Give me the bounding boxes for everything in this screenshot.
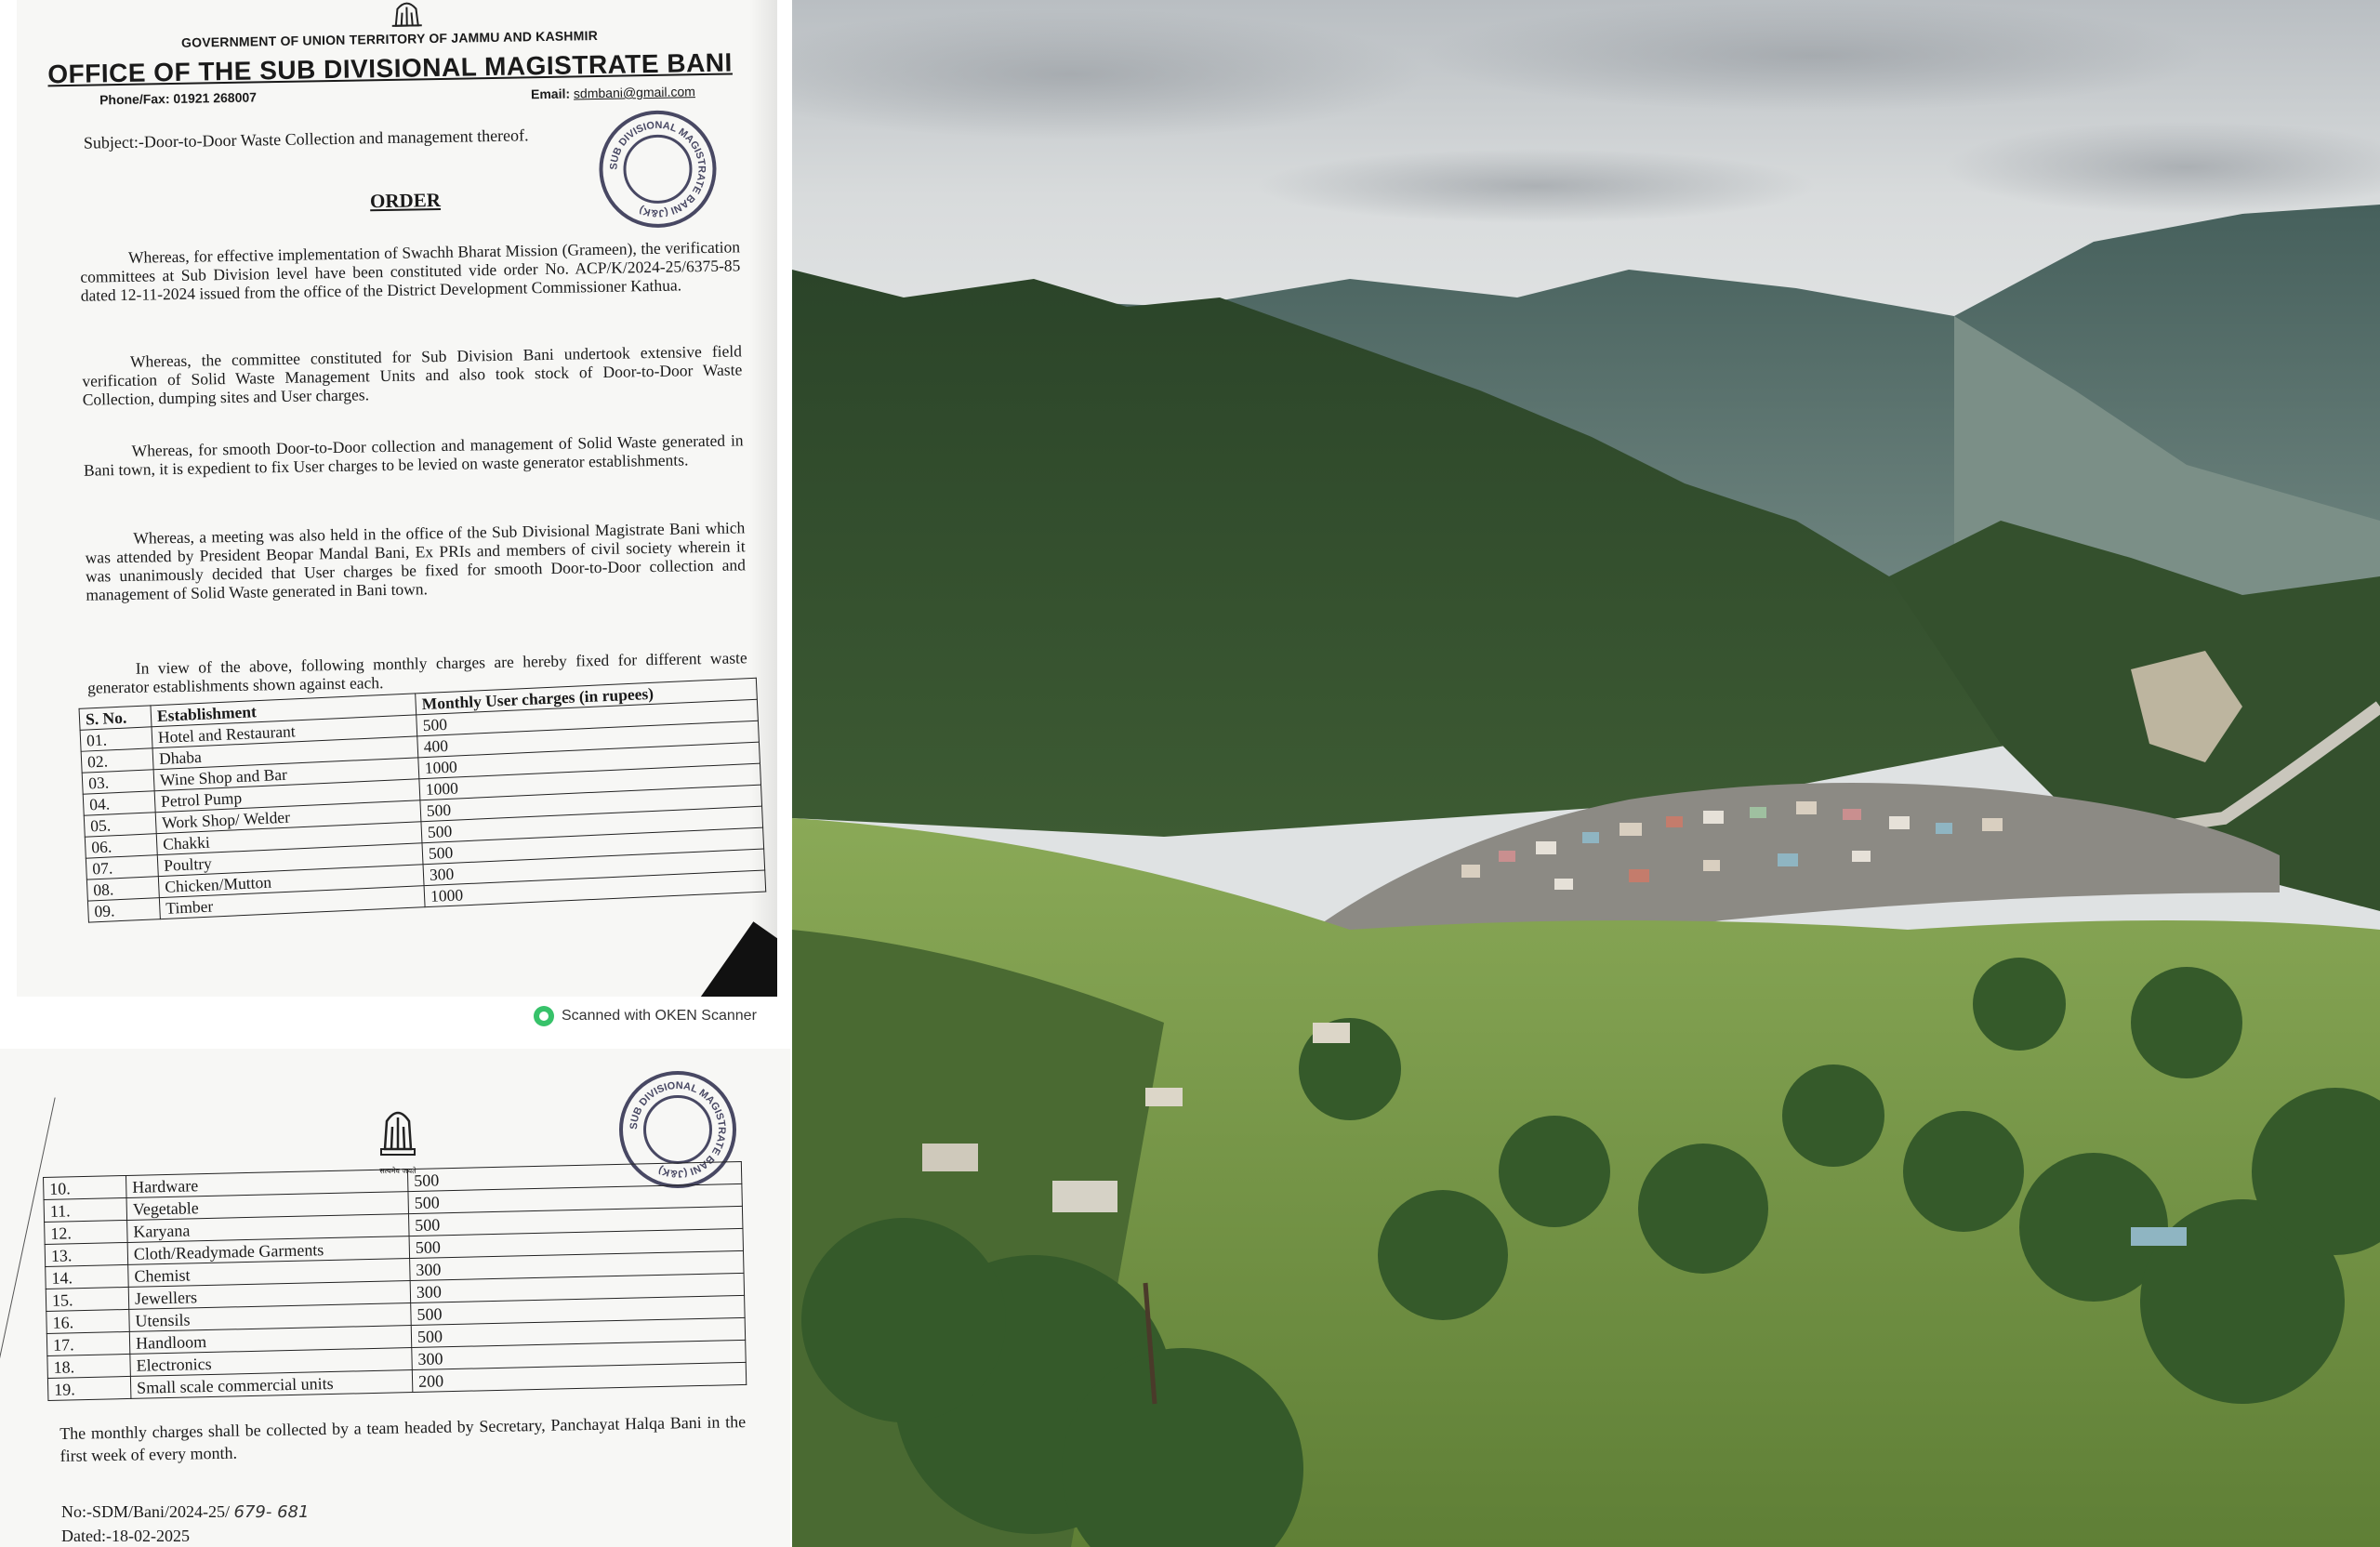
valley-landscape-image xyxy=(792,0,2380,1547)
row-charge: 500 xyxy=(422,827,764,865)
paragraph-1: Whereas, for effective implementation of Swachh Bharat Mission (Grameen), the verification committees at Sub Division level have been constituted vide order No. ACP/K/2024-25/6375-85 dated 12-11-2024 issued from the office of the District Development Commissioner Kathua. xyxy=(80,236,741,305)
row-sno: 04. xyxy=(83,791,155,815)
row-charge: 1000 xyxy=(419,763,761,800)
row-charge: 500 xyxy=(420,785,762,822)
stamp-text: SUB DIVISIONAL MAGISTRATE BANI (J&K) xyxy=(628,1079,728,1180)
emblem-caption: सत्यमेव जयते xyxy=(379,1167,416,1175)
row-sno: 08. xyxy=(86,877,159,901)
order-heading: ORDER xyxy=(369,188,442,213)
row-sno: 18. xyxy=(47,1354,131,1378)
row-charge: 400 xyxy=(417,721,760,758)
row-sno: 05. xyxy=(84,813,156,837)
charges-table-page-1 xyxy=(79,678,767,923)
stamp-text: SUB DIVISIONAL MAGISTRATE BANI (J&K) xyxy=(608,119,707,219)
document-page-1-content xyxy=(17,0,777,997)
header-establishment: Establishment xyxy=(151,694,416,727)
row-charge: 500 xyxy=(411,1317,745,1347)
cloud xyxy=(1424,0,2205,112)
row-sno: 13. xyxy=(45,1242,128,1266)
row-charge: 500 xyxy=(408,1206,742,1236)
scanner-watermark xyxy=(534,1006,757,1026)
header-charges: Monthly User charges (in rupees) xyxy=(416,678,758,715)
reference-handwritten: 679- 681 xyxy=(233,1502,310,1522)
state-emblem-top xyxy=(386,0,428,28)
document-page-2 xyxy=(0,1049,790,1547)
row-establishment: Wine Shop and Bar xyxy=(153,758,419,791)
emblem-icon xyxy=(386,0,428,28)
header-sno: S. No. xyxy=(79,706,152,730)
reference-prefix: No:-SDM/Bani/2024-25/ xyxy=(61,1502,231,1521)
paragraph-3: Whereas, for smooth Door-to-Door collection and management of Solid Waste generated in Bani town, it is expedient to fix User charges to be levied on waste generator establishments. xyxy=(83,430,744,480)
row-establishment: Cloth/Readymade Garments xyxy=(127,1236,409,1265)
row-sno: 19. xyxy=(47,1376,131,1400)
row-charge: 300 xyxy=(412,1340,746,1369)
row-establishment: Utensils xyxy=(129,1303,411,1332)
row-establishment: Handloom xyxy=(129,1326,411,1355)
row-establishment: Small scale commercial units xyxy=(130,1370,412,1399)
row-establishment: Chicken/Mutton xyxy=(158,865,424,898)
row-establishment: Chemist xyxy=(128,1259,410,1288)
row-establishment: Petrol Pump xyxy=(154,779,420,813)
phone-fax: Phone/Fax: 01921 268007 xyxy=(99,89,258,108)
row-charge: 500 xyxy=(408,1183,742,1213)
row-charge: 500 xyxy=(407,1161,741,1191)
row-establishment: Hardware xyxy=(126,1170,407,1198)
row-establishment: Vegetable xyxy=(126,1192,408,1221)
row-charge: 500 xyxy=(411,1295,745,1325)
row-sno: 01. xyxy=(80,727,152,751)
reference-number xyxy=(61,1502,309,1522)
row-sno: 02. xyxy=(81,748,153,773)
row-establishment: Hotel and Restaurant xyxy=(152,715,417,748)
paragraph-4: Whereas, a meeting was also held in the office of the Sub Divisional Magistrate Bani which was attended by President Beopar Mandal Bani, Ex PRIs and members of civil society wherein it was unanimously decided that User charges be fixed for smooth Door-to-Door collection and management of Solid Waste generated in Bani town. xyxy=(85,517,747,604)
row-establishment: Jewellers xyxy=(128,1281,410,1310)
row-charge: 500 xyxy=(416,699,759,736)
paragraph-2: Whereas, the committee constituted for Sub Division Bani undertook extensive field verification of Solid Waste Management Units and also took stock of Door-to-Door Waste Collection, dumping sites and User charges. xyxy=(82,340,743,409)
scanner-label: Scanned with OKEN Scanner xyxy=(562,1008,757,1024)
row-sno: 06. xyxy=(85,834,157,858)
row-establishment: Work Shop/ Welder xyxy=(155,800,421,834)
office-title: OFFICE OF THE SUB DIVISIONAL MAGISTRATE BANI xyxy=(47,47,734,89)
row-establishment: Dhaba xyxy=(152,736,418,770)
row-sno: 07. xyxy=(86,855,158,879)
svg-text:SUB DIVISIONAL MAGISTRATE BANI xyxy=(607,119,707,219)
row-sno: 16. xyxy=(46,1309,130,1333)
row-sno: 10. xyxy=(44,1175,127,1199)
row-establishment: Electronics xyxy=(130,1348,412,1377)
row-charge: 1000 xyxy=(418,742,760,779)
stamp-seal-icon xyxy=(602,113,713,225)
email-line xyxy=(531,84,695,101)
row-charge: 1000 xyxy=(424,870,766,907)
row-charge: 200 xyxy=(412,1362,746,1392)
valley-landscape-photo xyxy=(792,0,2380,1547)
row-charge: 300 xyxy=(410,1250,744,1280)
row-sno: 15. xyxy=(46,1287,129,1311)
row-establishment: Karyana xyxy=(127,1214,409,1243)
row-sno: 03. xyxy=(82,770,154,794)
row-charge: 500 xyxy=(421,806,763,843)
official-stamp xyxy=(598,110,717,229)
document-page-1 xyxy=(17,0,777,997)
dated-line: Dated:-18-02-2025 xyxy=(61,1527,190,1545)
page-shadow xyxy=(749,0,777,997)
row-charge: 300 xyxy=(410,1273,744,1302)
email-address: sdmbani@gmail.com xyxy=(573,84,696,101)
row-sno: 12. xyxy=(45,1220,128,1244)
row-sno: 14. xyxy=(46,1264,129,1289)
paragraph-5: In view of the above, following monthly charges are hereby fixed for different waste generator establishments shown against each. xyxy=(86,647,747,697)
row-establishment: Poultry xyxy=(157,843,423,877)
row-charge: 300 xyxy=(423,849,765,886)
charges-table-page-2 xyxy=(43,1161,747,1401)
row-sno: 11. xyxy=(44,1197,127,1222)
row-sno: 17. xyxy=(46,1331,130,1355)
government-line: GOVERNMENT OF UNION TERRITORY OF JAMMU AND KASHMIR xyxy=(180,28,599,50)
row-charge: 500 xyxy=(409,1228,743,1258)
closing-paragraph: The monthly charges shall be collected by a team headed by Secretary, Panchayat Halqa Bani in the first week of every month. xyxy=(60,1412,747,1465)
subject-line: Subject:-Door-to-Door Waste Collection and management thereof. xyxy=(83,126,529,152)
emblem-icon xyxy=(372,1101,424,1166)
state-emblem xyxy=(372,1101,424,1176)
cloud xyxy=(1257,149,1815,223)
email-label: Email: xyxy=(530,86,571,102)
row-sno: 09. xyxy=(87,898,160,922)
row-establishment: Timber xyxy=(159,886,425,919)
scanner-logo-icon xyxy=(534,1006,554,1026)
row-establishment: Chakki xyxy=(156,822,422,855)
